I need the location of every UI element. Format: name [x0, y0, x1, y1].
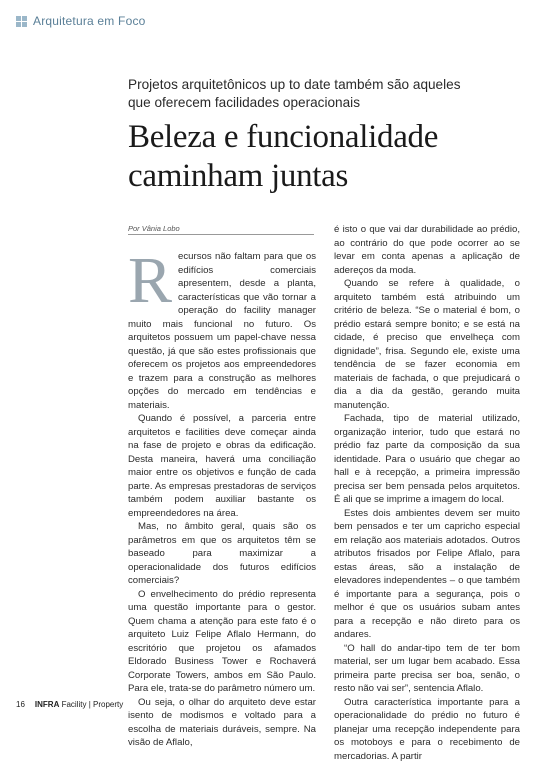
paragraph: é isto o que vai dar durabilidade ao prédio, ao contrário do que pode ocorrer ao se levar em conta apenas a aplicação de adereços da moda. — [334, 224, 520, 276]
body-column-2 — [334, 223, 520, 763]
drop-cap: R — [128, 244, 173, 317]
paragraph: Mas, no âmbito geral, quais são os parâmetros em que os arquitetos têm se baseado para maximizar a operacionalidade dos futuros edifícios comerciais? — [128, 521, 316, 586]
paragraph: Fachada, tipo de material utilizado, organização interior, tudo que estará no prédio faz parte da composição da sua identidade. Para o usuário que chegar ao hall e à recepção, a primeira impressão precisa ser bem pensada pelos arquitetos. É ali que se imprime a imagem do local. — [334, 413, 520, 505]
paragraph: Outra característica importante para a operacionalidade do prédio no futuro é planejar uma recepção independente para os motoboys e para o recebimento de mercadorias. A partir — [334, 696, 520, 762]
kicker-line-2: que oferecem facilidades operacionais — [128, 95, 360, 110]
paragraph: “O hall do andar-tipo tem de ter bom material, ser um lugar bem acabado. Essa primeira parte precisa ser boa, senão, o resto não vai ser”, sentencia Aflalo. — [334, 642, 520, 694]
brand-rest: Facility — [61, 700, 87, 709]
paragraph: Estes dois ambientes devem ser muito bem pensados e ter um capricho especial em relação aos materiais adotados. Outros atributos frisados por Felipe Aflalo, para estas áreas, são a instalação de elevadores independentes – o que também é importante para a segurança, pois o melhor é que os usuários subam antes para a recepção e não direto para os andares. — [334, 507, 520, 640]
paragraph: Ou seja, o olhar do arquiteto deve estar isento de modismos e voltado para a escolha de materiais duráveis, sempre. Na visão de Aflalo, — [128, 696, 316, 748]
kicker-line-1: Projetos arquitetônicos up to date também são aqueles — [128, 77, 461, 92]
headline-line-2: caminham juntas — [128, 158, 349, 194]
headline-line-1: Beleza e funcionalidade — [128, 119, 439, 155]
paragraph: O envelhecimento do prédio representa uma questão importante para o gestor. Quem chama a atenção para este fato é o arquiteto Luiz Felipe Aflalo Hermann, do escritório que projetou os afamados Eldorado Business Tower e Rochaverá Corporate Towers, ambos em São Paulo. Para ele, trata-se do parâmetro número um. — [128, 588, 316, 694]
page-footer — [16, 700, 123, 709]
article-kicker — [128, 76, 518, 112]
section-header — [16, 11, 146, 31]
brand-name: INFRA — [34, 700, 60, 709]
byline-divider — [128, 234, 314, 235]
grid-squares-icon — [16, 16, 27, 27]
footer-separator: | — [88, 700, 91, 709]
byline: Por Vânia Lobo — [128, 224, 180, 233]
page-number: 16 — [16, 700, 25, 709]
paragraph: ecursos não faltam para que os edifícios comerciais apresentem, desde a planta, características que vão tornar a operação do facility manager muito mais funcional no futuro. Os arquitetos possuem um papel-chave nessa questão, já que são estes profissionais que oferecem os projetos aos empreendedores e trazem para a construção as melhores opções do mercado em tendências e materiais. — [128, 251, 316, 411]
paragraph: Quando é possível, a parceria entre arquitetos e facilities deve começar ainda na fase de projeto e obras da edificação. Desta maneira, haverá uma conciliação maior entre os objetivos e função de cada parte. As empresas prestadoras de serviços também podem auxiliar bastante os empreendedores na área. — [128, 413, 316, 519]
footer-section: Property — [93, 700, 124, 709]
article-headline — [128, 118, 528, 196]
magazine-brand — [35, 700, 123, 709]
body-column-1 — [128, 244, 316, 750]
section-title: Arquitetura em Foco — [33, 14, 146, 28]
paragraph: Quando se refere à qualidade, o arquiteto também está atribuindo um critério de beleza. “Se o material é bom, o prédio estará sempre bonito; e se está na cidade, é preciso que envelheça com dignidade”, frisa. Segundo ele, existe uma tendência de se fazer economia em materiais de fachada, o que prejudicará o dia a dia da gestão, gerando muita manutenção. — [334, 278, 520, 411]
